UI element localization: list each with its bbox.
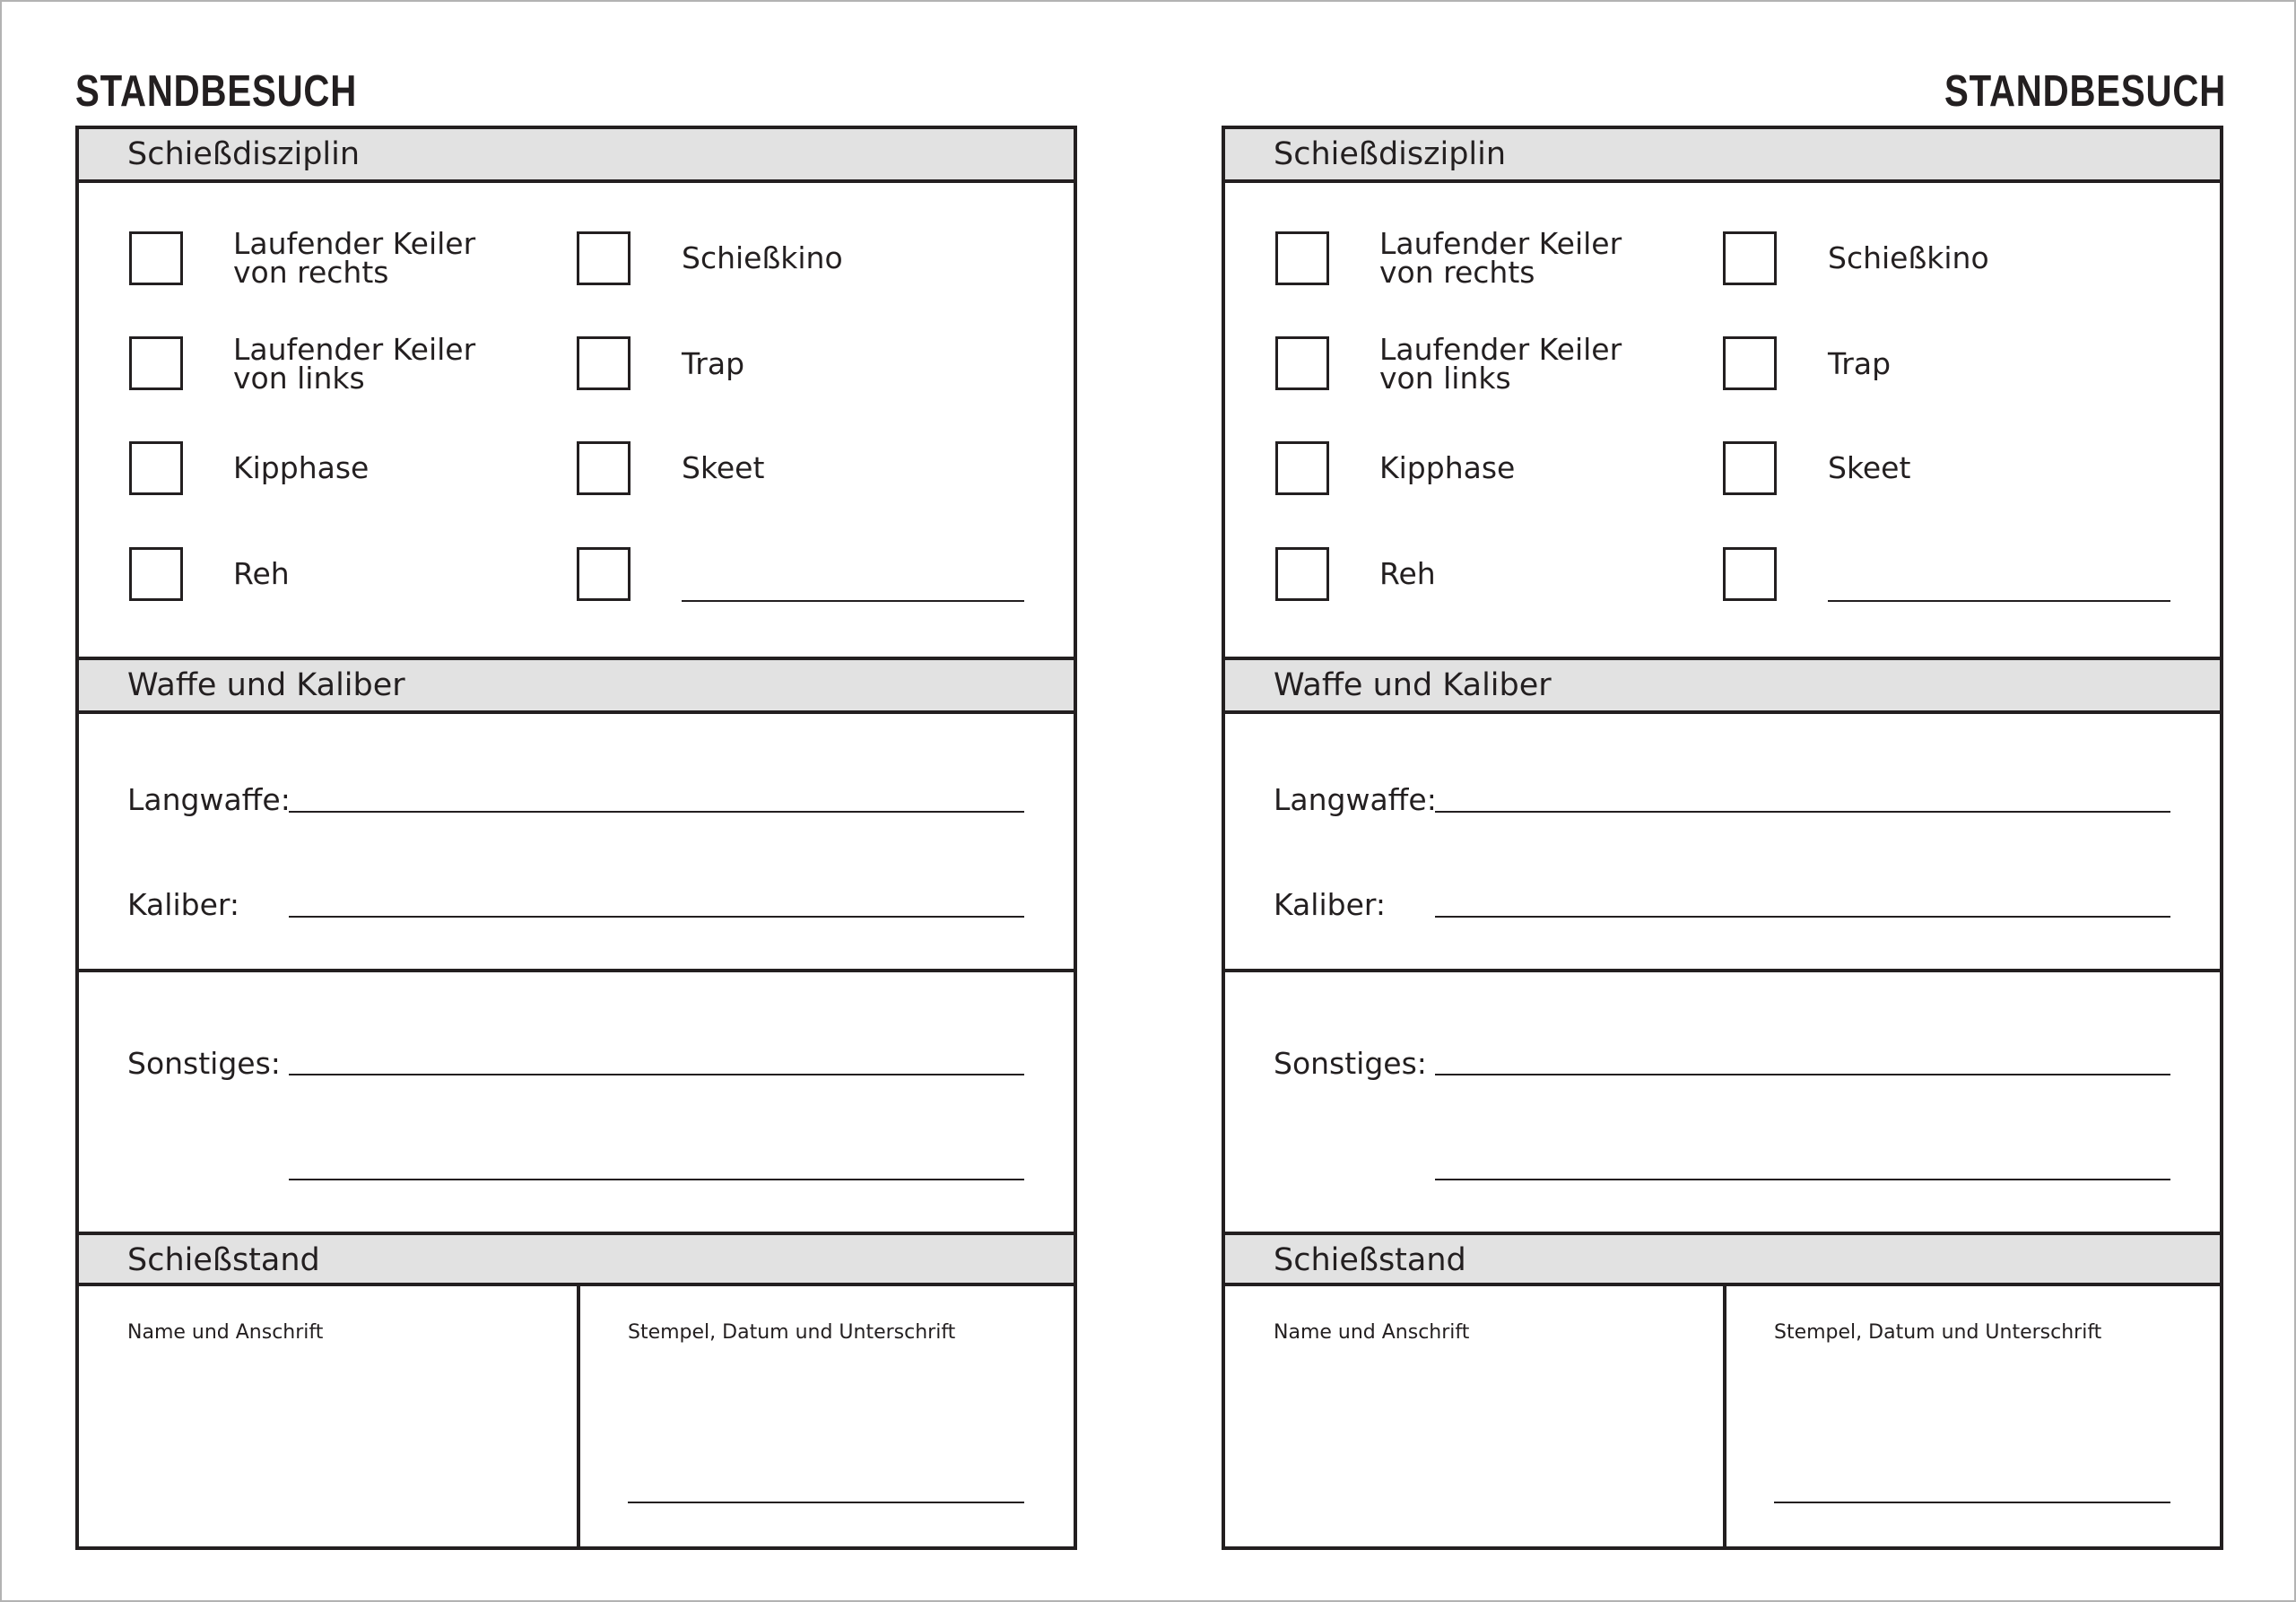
- checkbox-reh[interactable]: [129, 547, 183, 601]
- custom-discipline-line[interactable]: [1828, 600, 2170, 602]
- caliber-label: Kaliber:: [1274, 887, 1386, 922]
- option-label-schiesskino: Schießkino: [1828, 240, 1989, 275]
- caliber-line[interactable]: [289, 916, 1024, 918]
- other-label: Sonstiges:: [1274, 1046, 1427, 1081]
- other-line-1[interactable]: [289, 1074, 1024, 1075]
- form-card: [75, 126, 1077, 1550]
- rifle-line[interactable]: [289, 811, 1024, 813]
- option-label-reh: Reh: [233, 556, 290, 591]
- option-label-schiesskino: Schießkino: [682, 240, 843, 275]
- section-header-range: Schießstand: [1225, 1232, 2220, 1286]
- checkbox-laufender-keiler-rechts[interactable]: [129, 231, 183, 285]
- rifle-line[interactable]: [1435, 811, 2170, 813]
- range-column-divider: [577, 1286, 580, 1550]
- name-address-label: Name und Anschrift: [127, 1321, 324, 1344]
- checkbox-reh[interactable]: [1275, 547, 1329, 601]
- option-label-skeet: Skeet: [1828, 450, 1911, 485]
- checkbox-laufender-keiler-links[interactable]: [129, 336, 183, 390]
- page-title: STANDBESUCH: [1944, 67, 2226, 116]
- stamp-signature-label: Stempel, Datum und Unterschrift: [628, 1321, 956, 1344]
- caliber-line[interactable]: [1435, 916, 2170, 918]
- caliber-label: Kaliber:: [127, 887, 239, 922]
- checkbox-skeet[interactable]: [1723, 441, 1777, 495]
- option-label-kipphase: Kipphase: [233, 450, 370, 485]
- stamp-signature-label: Stempel, Datum und Unterschrift: [1774, 1321, 2102, 1344]
- option-label-reh: Reh: [1379, 556, 1436, 591]
- option-label-laufender-keiler-rechts: Laufender Keiler von rechts: [233, 226, 476, 290]
- section-header-range: Schießstand: [79, 1232, 1074, 1286]
- option-label-trap: Trap: [1828, 346, 1892, 381]
- form-page-right: [1222, 0, 2226, 1602]
- checkbox-kipphase[interactable]: [129, 441, 183, 495]
- checkbox-schiesskino[interactable]: [577, 231, 631, 285]
- divider: [1225, 969, 2220, 972]
- checkbox-trap[interactable]: [577, 336, 631, 390]
- option-label-skeet: Skeet: [682, 450, 765, 485]
- signature-line[interactable]: [1774, 1502, 2170, 1503]
- other-line-2[interactable]: [1435, 1179, 2170, 1180]
- option-label-trap: Trap: [682, 346, 745, 381]
- checkbox-skeet[interactable]: [577, 441, 631, 495]
- section-header-weapon: Waffe und Kaliber: [79, 657, 1074, 714]
- form-page-left: [75, 0, 1080, 1602]
- other-line-2[interactable]: [289, 1179, 1024, 1180]
- option-label-kipphase: Kipphase: [1379, 450, 1516, 485]
- divider: [79, 969, 1074, 972]
- form-card: [1222, 126, 2223, 1550]
- option-label-laufender-keiler-rechts: Laufender Keiler von rechts: [1379, 226, 1622, 290]
- signature-line[interactable]: [628, 1502, 1024, 1503]
- page-title: STANDBESUCH: [75, 67, 358, 116]
- name-address-label: Name und Anschrift: [1274, 1321, 1470, 1344]
- section-header-discipline: Schießdisziplin: [1225, 129, 2220, 183]
- option-label-laufender-keiler-links: Laufender Keiler von links: [233, 332, 476, 396]
- option-label-laufender-keiler-links: Laufender Keiler von links: [1379, 332, 1622, 396]
- range-column-divider: [1723, 1286, 1726, 1550]
- other-label: Sonstiges:: [127, 1046, 281, 1081]
- checkbox-kipphase[interactable]: [1275, 441, 1329, 495]
- custom-discipline-line[interactable]: [682, 600, 1024, 602]
- checkbox-laufender-keiler-links[interactable]: [1275, 336, 1329, 390]
- checkbox-laufender-keiler-rechts[interactable]: [1275, 231, 1329, 285]
- checkbox-custom[interactable]: [1723, 547, 1777, 601]
- rifle-label: Langwaffe:: [127, 782, 291, 817]
- rifle-label: Langwaffe:: [1274, 782, 1437, 817]
- other-line-1[interactable]: [1435, 1074, 2170, 1075]
- checkbox-schiesskino[interactable]: [1723, 231, 1777, 285]
- section-header-weapon: Waffe und Kaliber: [1225, 657, 2220, 714]
- section-header-discipline: Schießdisziplin: [79, 129, 1074, 183]
- checkbox-trap[interactable]: [1723, 336, 1777, 390]
- checkbox-custom[interactable]: [577, 547, 631, 601]
